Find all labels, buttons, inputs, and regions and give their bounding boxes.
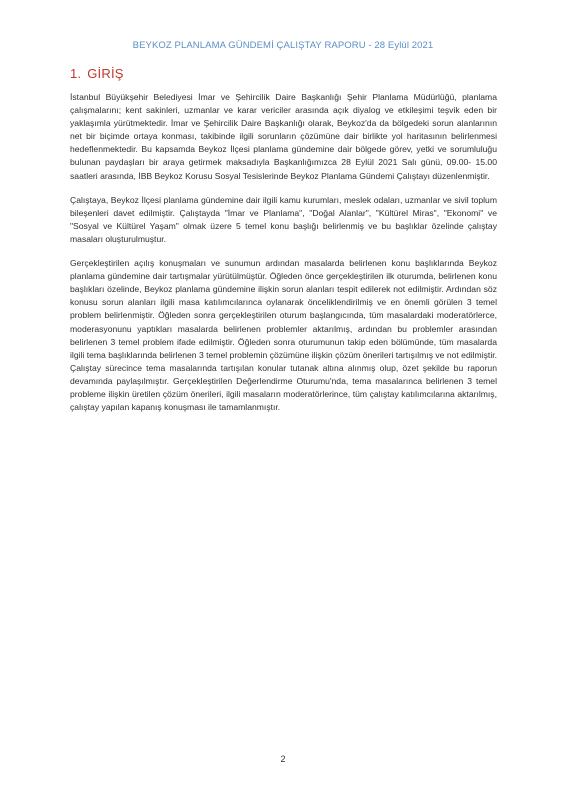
section-heading — [70, 66, 497, 81]
paragraph-intro: İstanbul Büyükşehir Belediyesi İmar ve Şehircilik Daire Başkanlığı Şehir Planlama Müdürlüğü, planlama çalışmalarını; kent sakinleri, uzmanlar ve karar vericiler arasında açık diyalog ve etkileşimi teşvik eden bir yaklaşımla yürütmektedir. İmar ve Şehircilik Daire Başkanlığı olarak, Beykoz'da da bölgedeki sorun alanlarının net bir biçimde ortaya konması, takibinde ilgili sorunların çözümüne dair birlikte yol haritasının belirlenmesi hedeflenmektedir. Bu kapsamda Beykoz İlçesi planlama gündemine dair bölgede görev, yetki ve sorumluluğu bulunan paydaşları bir araya getirmek maksadıyla Başkanlığımızca 28 Eylül 2021 Salı günü, 09.00- 15.00 saatleri arasında, İBB Beykoz Korusu Sosyal Tesislerinde Beykoz Planlama Gündemi Çalıştayı düzenlenmiştir. — [70, 92, 497, 181]
page-number: 2 — [280, 754, 286, 764]
page-content — [70, 66, 497, 425]
section-title: GİRİŞ — [87, 66, 124, 81]
paragraph-participants: Çalıştaya, Beykoz İlçesi planlama gündemine dair ilgili kamu kurumları, meslek odaları, uzmanlar ve sivil toplum bileşenleri davet edilmiştir. Çalıştayda "İmar ve Planlama", "Doğal Alanlar", "Kültürel Miras", "Ekonomi" ve "Sosyal ve Kültürel Yaşam" olmak üzere 5 temel konu başlığı belirlenmiş ve bu başlıklar özelinde çalıştay masaları oluşturulmuştur. — [70, 194, 497, 244]
section-number: 1. — [70, 66, 82, 81]
running-header: BEYKOZ PLANLAMA GÜNDEMİ ÇALIŞTAY RAPORU - 28 Eylül 2021 — [132, 40, 434, 51]
paragraph-process: Gerçekleştirilen açılış konuşmaları ve sunumun ardından masalarda belirlenen konu başlıklarında Beykoz planlama gündemine dair tartışmalar yürütülmüştür. Öğleden önce gerçekleştirilen ilk oturumda, belirlenen konu başlıkları özelinde, Beykoz planlama gündemine ilişkin sorun alanları tespit edilerek not edilmiştir. Ardından söz konusu sorun alanları ilgili masa katılımcılarınca oylanarak önceliklendirilmiş ve en önemli görülen 3 temel problem belirlenmiştir. Öğleden sonra gerçekleştirilen oturum başlangıcında, tüm masalardaki moderatörlerce, moderasyonunu yaptıkları masalarda belirlenen problemler aktarılmış, ardından bu problemler arasından belirlenen 3 temel problem ifade edilmiştir. Öğleden sonra oturumunun takip eden bölümünde, tüm masalarda ilgili tema başlıklarında belirlenen 3 temel problemin çözümüne ilişkin çözüm önerileri tartışılmış ve not edilmiştir. Çalıştay sürecince tema masalarında tartışılan konular tutanak altına alınmış olup, özet şekilde bu raporun devamında paylaşılmıştır. Gerçekleştirilen Değerlendirme Oturumu'nda, tema masalarınca belirlenen 3 temel probleme ilişkin üretilen çözüm önerileri, ilgili masaların moderatörlerince, tüm çalıştay katılımcılarına aktarılmış, çalıştay yapılan kapanış konuşması ile tamamlanmıştır. — [70, 258, 497, 413]
